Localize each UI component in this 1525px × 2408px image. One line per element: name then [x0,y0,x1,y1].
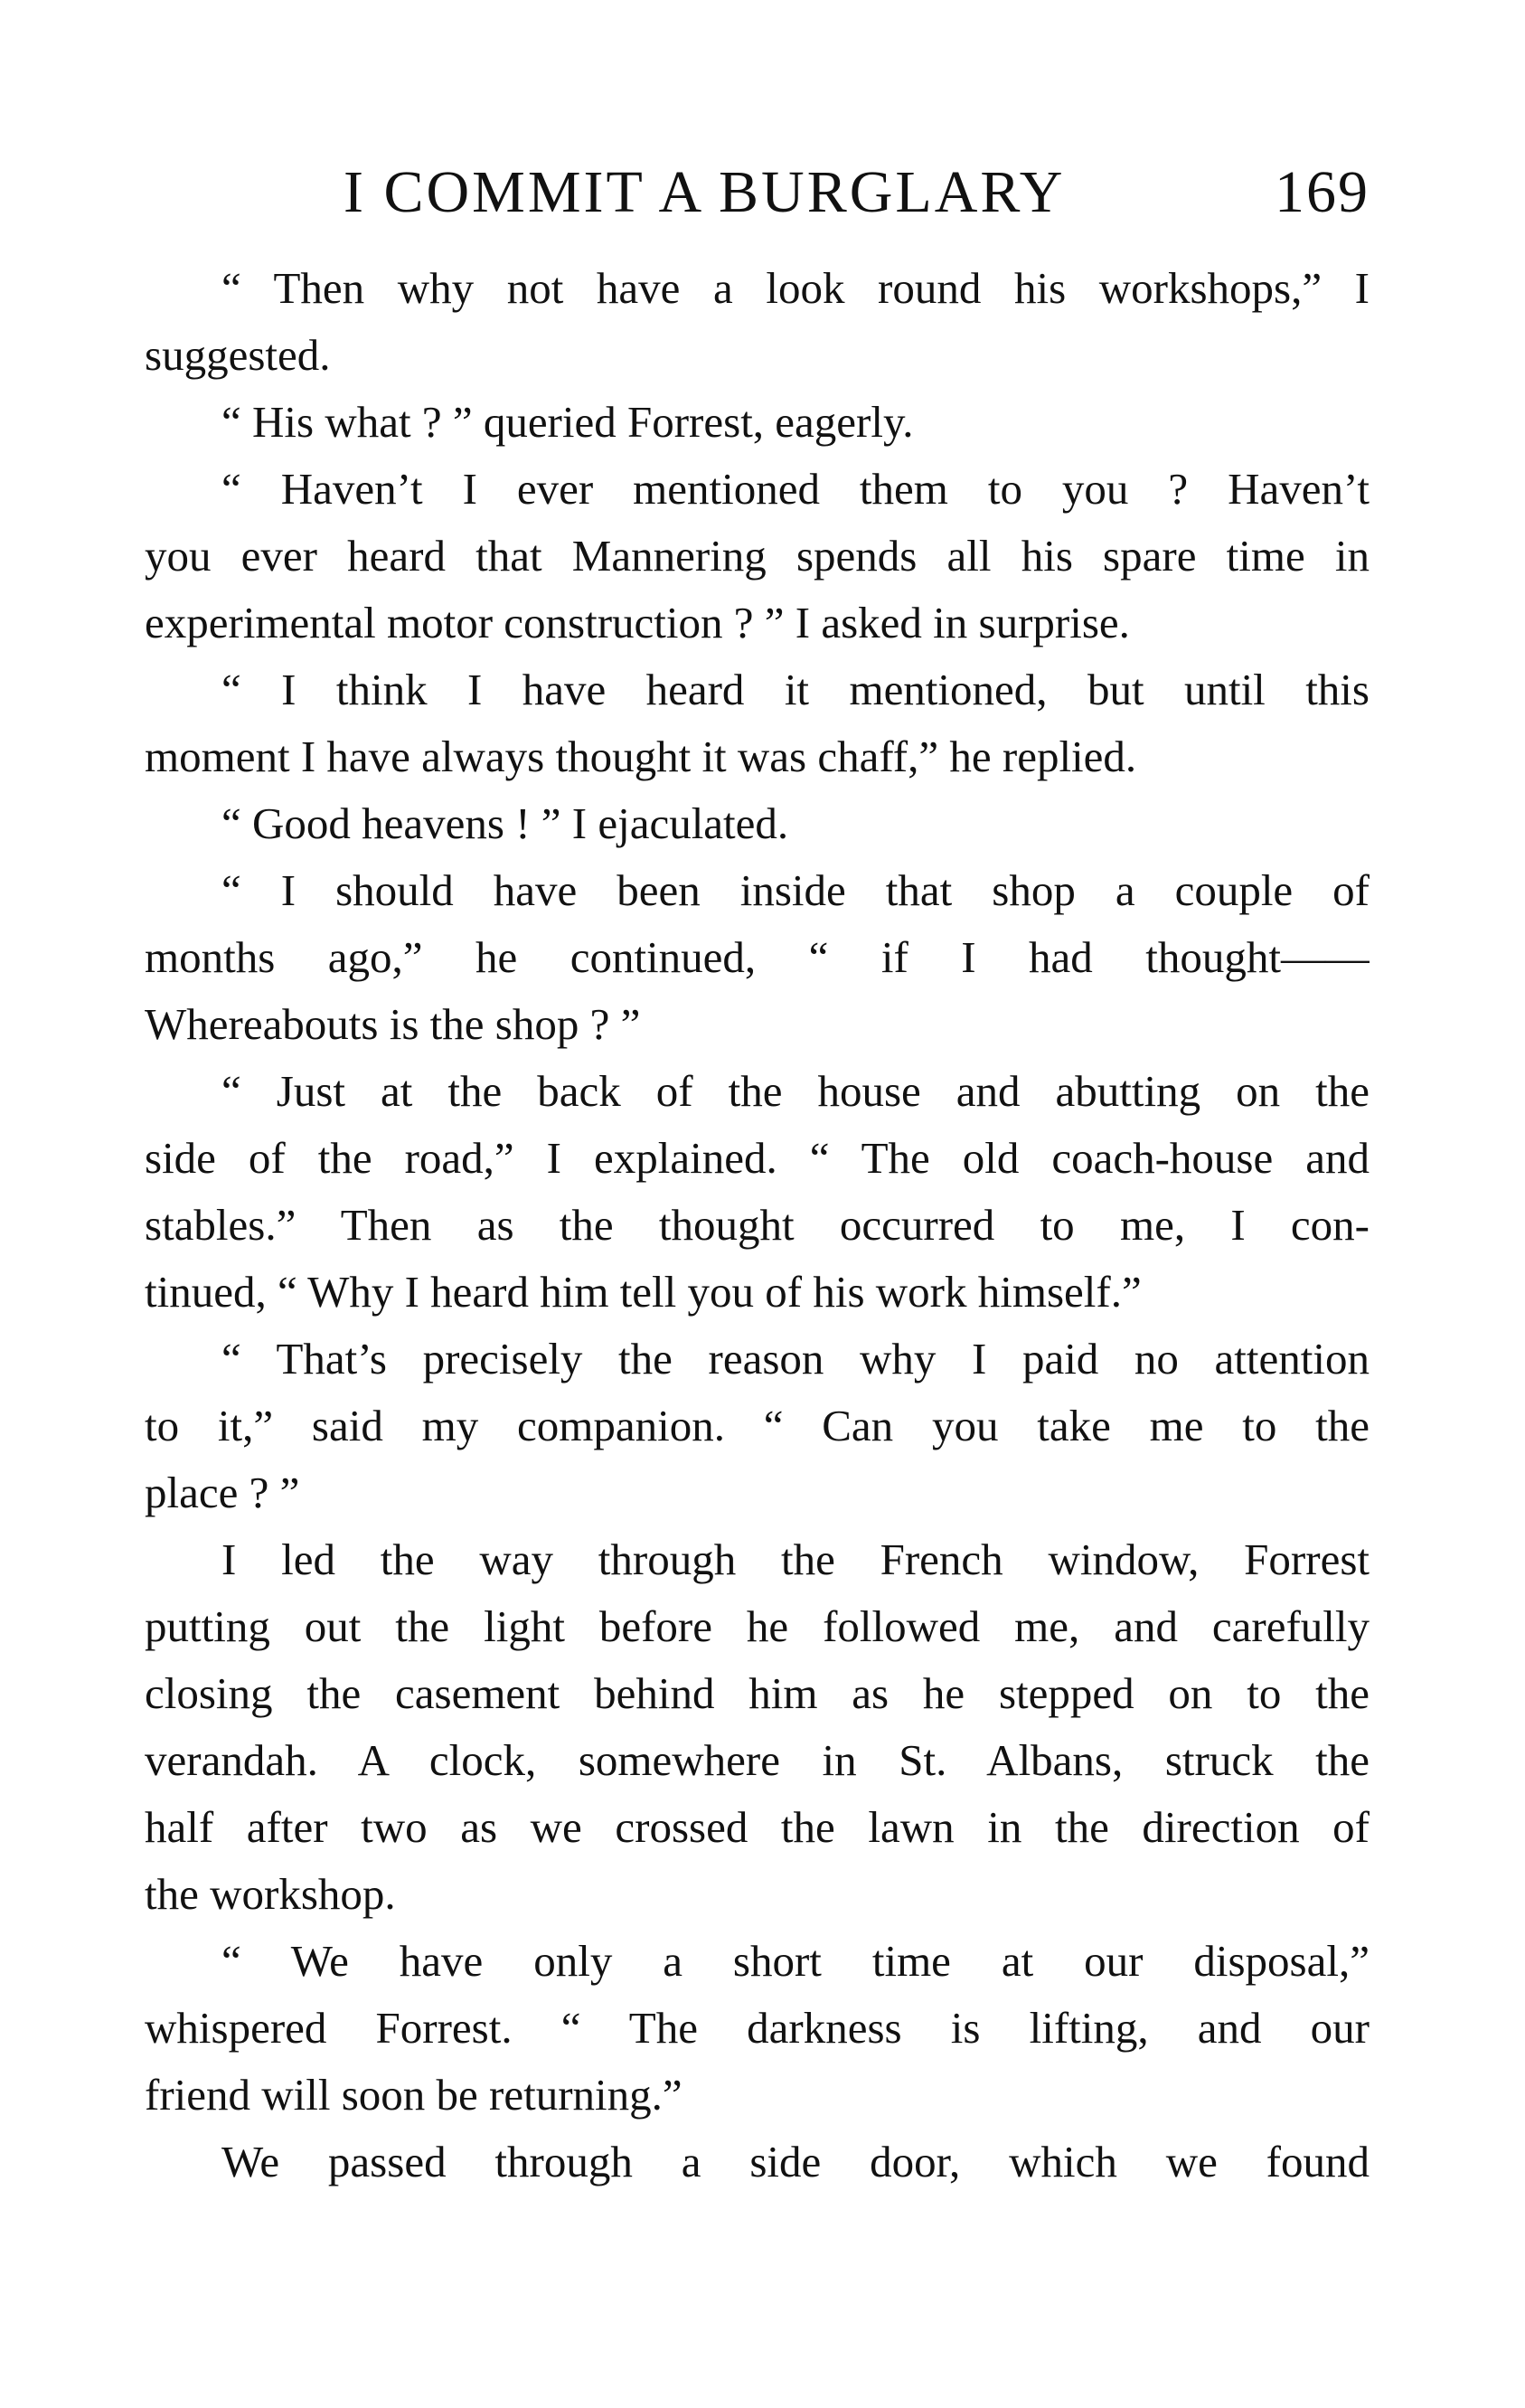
page-number: 169 [1275,159,1370,225]
text-line: “ I think I have heard it mentioned, but until this [221,665,1370,714]
text-line: months ago,” he continued, “ if I had thought—— [145,932,1370,982]
text-line: closing the casement behind him as he stepped on to the [145,1668,1370,1718]
text-line: “ I should have been inside that shop a couple of [221,865,1370,915]
text-line: the workshop. [145,1869,396,1919]
text-line: whispered Forrest. “ The darkness is lifting, and our [145,2003,1370,2053]
text-line: side of the road,” I explained. “ The old coach-house and [145,1133,1370,1183]
text-line: experimental motor construction ? ” I asked in surprise. [145,598,1130,647]
text-line: friend will soon be returning.” [145,2070,682,2120]
text-line: I led the way through the French window, Forrest [221,1535,1370,1584]
text-line: half after two as we crossed the lawn in the direction of [145,1802,1370,1852]
text-line: “ Just at the back of the house and abutting on the [221,1066,1370,1116]
text-line: putting out the light before he followed me, and carefully [145,1601,1370,1651]
text-line: “ Then why not have a look round his workshops,” I [221,263,1370,313]
body-text [145,255,1370,2196]
text-line: stables.” Then as the thought occurred to me, I con- [145,1200,1370,1250]
text-line: “ His what ? ” queried Forrest, eagerly. [221,397,914,447]
text-line: Whereabouts is the shop ? ” [145,999,641,1049]
text-line: “ That’s precisely the reason why I paid no attention [221,1334,1370,1383]
text-line: “ We have only a short time at our disposal,” [221,1936,1370,1986]
text-line: We passed through a side door, which we found [221,2137,1370,2186]
text-line: to it,” said my companion. “ Can you take me to the [145,1401,1370,1450]
text-line: “ Haven’t I ever mentioned them to you ? Haven’t [221,464,1370,514]
text-line: suggested. [145,330,331,380]
running-head [145,152,1370,233]
text-line: “ Good heavens ! ” I ejaculated. [221,798,789,848]
text-line: verandah. A clock, somewhere in St. Albans, struck the [145,1735,1370,1785]
text-line: tinued, “ Why I heard him tell you of his work himself.” [145,1267,1142,1317]
text-line: you ever heard that Mannering spends all his spare time in [145,531,1370,581]
chapter-title: I COMMIT A BURGLARY [344,159,1066,225]
text-line: moment I have always thought it was chaff,” he replied. [145,732,1137,781]
text-line: place ? ” [145,1468,300,1517]
